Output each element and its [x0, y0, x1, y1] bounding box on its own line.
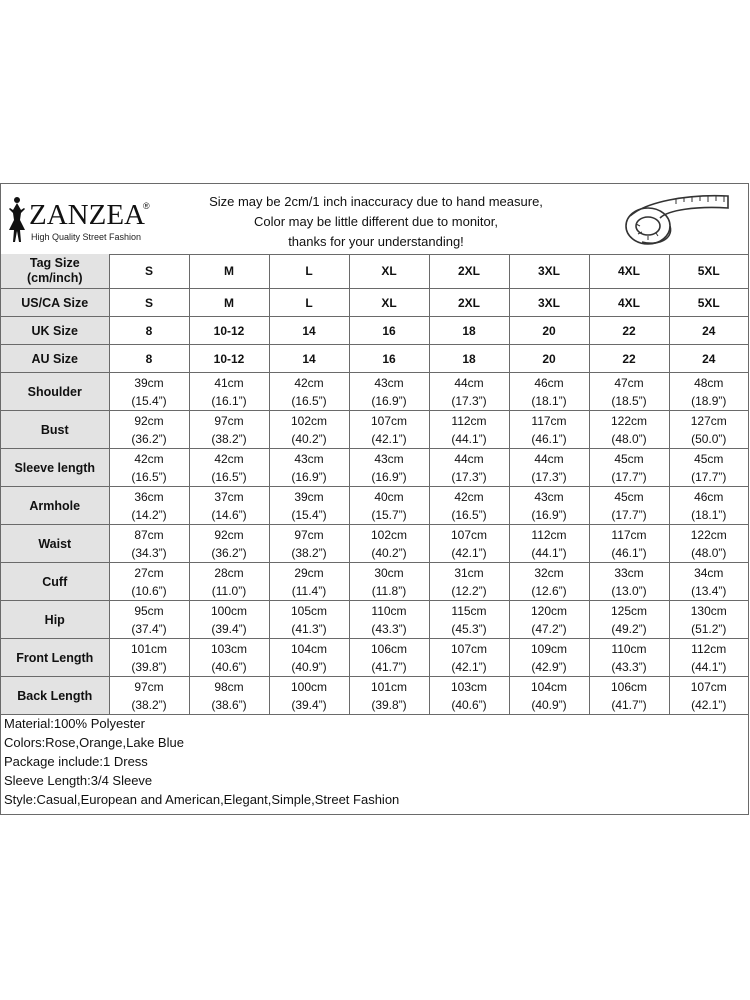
value-inch: (39.4”)	[291, 697, 327, 712]
measurement-cell	[109, 487, 189, 525]
measurement-cell	[349, 601, 429, 639]
size-cell: 2XL	[429, 289, 509, 317]
row-header: Sleeve length	[1, 449, 109, 487]
size-cell: XL	[349, 289, 429, 317]
value-cm: 43cm	[294, 451, 324, 466]
size-cell: 8	[109, 317, 189, 345]
value-inch: (34.3”)	[131, 545, 167, 560]
measurement-cell	[109, 525, 189, 563]
value-cm: 37cm	[214, 489, 244, 504]
measurement-cell	[109, 449, 189, 487]
measurement-cell	[189, 525, 269, 563]
value-inch: (18.1”)	[691, 507, 727, 522]
measurement-cell	[189, 411, 269, 449]
measurement-cell	[589, 601, 669, 639]
value-inch: (40.2”)	[291, 431, 327, 446]
value-inch: (40.6”)	[211, 659, 247, 674]
value-cm: 28cm	[214, 565, 244, 580]
value-inch: (14.2”)	[131, 507, 167, 522]
value-inch: (48.0”)	[691, 545, 727, 560]
size-cell: 22	[589, 317, 669, 345]
measurement-row	[1, 677, 748, 715]
value-inch: (16.9”)	[291, 469, 327, 484]
measurement-cell	[109, 563, 189, 601]
value-inch: (17.3”)	[451, 469, 487, 484]
value-cm: 112cm	[451, 413, 487, 428]
row-header: Armhole	[1, 487, 109, 525]
value-cm: 27cm	[134, 565, 164, 580]
value-cm: 45cm	[694, 451, 724, 466]
value-cm: 102cm	[290, 413, 328, 428]
measurement-cell	[589, 449, 669, 487]
value-cm: 45cm	[614, 489, 644, 504]
value-inch: (51.2”)	[691, 621, 727, 636]
measurement-cell	[269, 449, 349, 487]
value-inch: (14.6”)	[211, 507, 247, 522]
value-cm: 98cm	[214, 679, 244, 694]
row-header: UK Size	[1, 317, 109, 345]
measurement-cell	[349, 677, 429, 715]
measurement-cell	[349, 525, 429, 563]
value-inch: (12.6”)	[531, 583, 567, 598]
value-inch: (15.7”)	[371, 507, 407, 522]
value-cm: 31cm	[454, 565, 484, 580]
value-inch: (17.7”)	[691, 469, 727, 484]
value-inch: (40.2”)	[371, 545, 407, 560]
measurement-cell	[509, 639, 589, 677]
value-cm: 110cm	[371, 603, 407, 618]
measurement-cell	[189, 677, 269, 715]
size-cell: M	[189, 254, 269, 289]
measurement-cell	[429, 639, 509, 677]
measurement-cell	[589, 677, 669, 715]
measurement-cell	[589, 639, 669, 677]
size-cell: 4XL	[589, 289, 669, 317]
value-inch: (44.1”)	[531, 545, 567, 560]
size-cell: L	[269, 289, 349, 317]
size-cell: 10-12	[189, 345, 269, 373]
value-inch: (16.1”)	[211, 393, 247, 408]
measurement-cell	[349, 487, 429, 525]
value-inch: (16.9”)	[371, 393, 407, 408]
brand-name: ZANZEA	[29, 199, 145, 231]
value-inch: (46.1”)	[611, 545, 647, 560]
value-cm: 33cm	[614, 565, 644, 580]
value-inch: (15.4”)	[131, 393, 167, 408]
value-inch: (40.6”)	[451, 697, 487, 712]
value-inch: (38.2”)	[291, 545, 327, 560]
size-cell: 4XL	[589, 254, 669, 289]
measurement-row	[1, 449, 748, 487]
size-cell: 20	[509, 317, 589, 345]
value-cm: 43cm	[534, 489, 564, 504]
value-inch: (41.7”)	[611, 697, 647, 712]
value-inch: (39.8”)	[371, 697, 407, 712]
value-cm: 97cm	[214, 413, 244, 428]
measurement-cell	[509, 449, 589, 487]
chart-header	[1, 184, 748, 255]
value-cm: 47cm	[614, 375, 644, 390]
measurement-cell	[349, 373, 429, 411]
value-inch: (44.1”)	[451, 431, 487, 446]
value-cm: 42cm	[134, 451, 164, 466]
measurement-cell	[669, 487, 748, 525]
measurement-cell	[429, 677, 509, 715]
value-cm: 122cm	[690, 527, 727, 542]
measurement-cell	[669, 677, 748, 715]
size-system-row	[1, 289, 748, 317]
measurement-cell	[509, 411, 589, 449]
row-header: Waist	[1, 525, 109, 563]
value-cm: 101cm	[130, 641, 168, 656]
value-cm: 97cm	[294, 527, 324, 542]
value-cm: 44cm	[454, 375, 484, 390]
value-cm: 100cm	[290, 679, 328, 694]
size-table	[1, 254, 748, 715]
detail-colors: Colors:Rose,Orange,Lake Blue	[4, 735, 184, 750]
value-cm: 104cm	[290, 641, 328, 656]
value-cm: 106cm	[610, 679, 648, 694]
measurement-cell	[669, 563, 748, 601]
value-cm: 105cm	[290, 603, 328, 618]
product-details	[4, 714, 399, 809]
value-cm: 29cm	[294, 565, 324, 580]
measurement-cell	[509, 677, 589, 715]
value-cm: 87cm	[134, 527, 164, 542]
value-inch: (42.1”)	[371, 431, 407, 446]
detail-style: Style:Casual,European and American,Elegant,Simple,Street Fashion	[4, 792, 400, 807]
value-inch: (16.5”)	[211, 469, 247, 484]
value-inch: (42.9”)	[531, 659, 567, 674]
value-inch: (36.2”)	[211, 545, 247, 560]
value-inch: (10.6”)	[131, 583, 167, 598]
measurement-cell	[109, 601, 189, 639]
measurement-cell	[589, 373, 669, 411]
measurement-cell	[669, 639, 748, 677]
value-inch: (36.2”)	[131, 431, 167, 446]
measurement-cell	[269, 373, 349, 411]
value-inch: (42.1”)	[451, 659, 487, 674]
size-cell: 24	[669, 317, 748, 345]
size-cell: 18	[429, 317, 509, 345]
measurement-cell	[189, 601, 269, 639]
value-cm: 95cm	[134, 603, 164, 618]
measurement-cell	[509, 373, 589, 411]
value-inch: (13.0”)	[611, 583, 647, 598]
measurement-notice	[181, 192, 571, 252]
measurement-cell	[189, 639, 269, 677]
value-inch: (45.3”)	[451, 621, 487, 636]
value-inch: (39.4”)	[211, 621, 247, 636]
value-inch: (43.3”)	[371, 621, 407, 636]
size-system-row	[1, 345, 748, 373]
measurement-row	[1, 563, 748, 601]
value-inch: (15.4”)	[291, 507, 327, 522]
value-cm: 101cm	[370, 679, 408, 694]
value-inch: (17.3”)	[531, 469, 567, 484]
measurement-cell	[269, 487, 349, 525]
value-inch: (16.9”)	[371, 469, 407, 484]
value-cm: 107cm	[690, 679, 727, 694]
measurement-cell	[429, 601, 509, 639]
value-cm: 117cm	[531, 413, 567, 428]
value-inch: (11.8”)	[371, 583, 407, 598]
registered-mark: ®	[143, 201, 150, 211]
value-cm: 43cm	[374, 375, 404, 390]
size-cell: M	[189, 289, 269, 317]
detail-sleeve: Sleeve Length:3/4 Sleeve	[4, 773, 153, 788]
value-inch: (16.9”)	[531, 507, 567, 522]
size-cell: 2XL	[429, 254, 509, 289]
measurement-cell	[669, 601, 748, 639]
value-cm: 117cm	[611, 527, 647, 542]
measurement-cell	[429, 563, 509, 601]
value-inch: (11.0”)	[211, 583, 247, 598]
value-inch: (40.9”)	[291, 659, 327, 674]
size-cell: 16	[349, 345, 429, 373]
size-cell: 3XL	[509, 254, 589, 289]
size-system-row	[1, 317, 748, 345]
measurement-cell	[189, 563, 269, 601]
value-cm: 43cm	[374, 451, 404, 466]
value-cm: 34cm	[694, 565, 724, 580]
measurement-cell	[669, 525, 748, 563]
value-cm: 44cm	[454, 451, 484, 466]
value-inch: (40.9”)	[531, 697, 567, 712]
value-cm: 107cm	[370, 413, 408, 428]
value-cm: 130cm	[690, 603, 727, 618]
value-inch: (18.9”)	[691, 393, 727, 408]
value-inch: (49.2”)	[611, 621, 647, 636]
measurement-cell	[429, 373, 509, 411]
size-cell: 14	[269, 345, 349, 373]
value-cm: 107cm	[450, 527, 488, 542]
value-inch: (16.5”)	[291, 393, 327, 408]
value-inch: (12.2”)	[451, 583, 487, 598]
size-cell: 24	[669, 345, 748, 373]
value-inch: (48.0”)	[611, 431, 647, 446]
value-cm: 46cm	[534, 375, 564, 390]
measurement-cell	[669, 449, 748, 487]
value-inch: (41.3”)	[291, 621, 327, 636]
size-cell: 3XL	[509, 289, 589, 317]
value-cm: 41cm	[214, 375, 244, 390]
measurement-cell	[669, 411, 748, 449]
measurement-cell	[349, 563, 429, 601]
value-cm: 104cm	[530, 679, 568, 694]
row-header: AU Size	[1, 345, 109, 373]
value-cm: 112cm	[691, 641, 727, 656]
measurement-row	[1, 525, 748, 563]
value-inch: (38.6”)	[211, 697, 247, 712]
measurement-cell	[269, 677, 349, 715]
measurement-cell	[109, 677, 189, 715]
row-header: Tag Size (cm/inch)	[1, 254, 109, 289]
value-inch: (18.5”)	[611, 393, 647, 408]
size-cell: S	[109, 254, 189, 289]
value-inch: (18.1”)	[531, 393, 567, 408]
size-cell: 8	[109, 345, 189, 373]
value-cm: 46cm	[694, 489, 724, 504]
value-cm: 42cm	[214, 451, 244, 466]
value-inch: (41.7”)	[371, 659, 407, 674]
measurement-cell	[589, 525, 669, 563]
value-cm: 92cm	[214, 527, 244, 542]
size-cell: L	[269, 254, 349, 289]
value-cm: 48cm	[694, 375, 724, 390]
detail-material: Material:100% Polyester	[4, 716, 145, 731]
notice-line: Size may be 2cm/1 inch inaccuracy due to hand measure,	[209, 194, 543, 209]
brand-tagline: High Quality Street Fashion	[31, 232, 142, 242]
size-cell: 10-12	[189, 317, 269, 345]
measurement-cell	[429, 449, 509, 487]
measurement-cell	[109, 411, 189, 449]
size-cell: 20	[509, 345, 589, 373]
measurement-row	[1, 487, 748, 525]
measurement-cell	[269, 601, 349, 639]
value-cm: 42cm	[454, 489, 484, 504]
value-inch: (37.4”)	[131, 621, 167, 636]
value-cm: 100cm	[210, 603, 248, 618]
measurement-cell	[269, 563, 349, 601]
value-cm: 125cm	[610, 603, 648, 618]
value-cm: 122cm	[610, 413, 648, 428]
value-cm: 44cm	[534, 451, 564, 466]
measurement-cell	[509, 601, 589, 639]
value-cm: 112cm	[531, 527, 567, 542]
measurement-cell	[109, 639, 189, 677]
value-cm: 30cm	[374, 565, 404, 580]
measurement-cell	[589, 411, 669, 449]
measurement-cell	[189, 449, 269, 487]
size-cell: 5XL	[669, 289, 748, 317]
measurement-row	[1, 601, 748, 639]
value-cm: 127cm	[690, 413, 727, 428]
measurement-cell	[349, 639, 429, 677]
row-header: Bust	[1, 411, 109, 449]
value-inch: (42.1”)	[451, 545, 487, 560]
value-inch: (43.3”)	[611, 659, 647, 674]
size-cell: 5XL	[669, 254, 748, 289]
value-inch: (39.8”)	[131, 659, 167, 674]
value-inch: (38.2”)	[131, 697, 167, 712]
value-cm: 45cm	[614, 451, 644, 466]
row-header: Back Length	[1, 677, 109, 715]
value-inch: (11.4”)	[291, 583, 327, 598]
size-cell: 14	[269, 317, 349, 345]
value-cm: 106cm	[370, 641, 408, 656]
size-cell: S	[109, 289, 189, 317]
value-inch: (17.3”)	[451, 393, 487, 408]
value-cm: 42cm	[294, 375, 324, 390]
row-header: Front Length	[1, 639, 109, 677]
value-cm: 103cm	[210, 641, 248, 656]
measurement-cell	[269, 639, 349, 677]
value-inch: (17.7”)	[611, 469, 647, 484]
value-inch: (16.5”)	[451, 507, 487, 522]
measurement-row	[1, 373, 748, 411]
value-cm: 39cm	[294, 489, 324, 504]
size-cell: XL	[349, 254, 429, 289]
measurement-cell	[429, 411, 509, 449]
size-cell: 18	[429, 345, 509, 373]
detail-package: Package include:1 Dress	[4, 754, 148, 769]
measurement-cell	[509, 487, 589, 525]
value-inch: (38.2”)	[211, 431, 247, 446]
measurement-cell	[109, 373, 189, 411]
value-cm: 97cm	[134, 679, 164, 694]
value-cm: 109cm	[530, 641, 568, 656]
measurement-cell	[589, 563, 669, 601]
measuring-tape-icon	[616, 188, 736, 250]
value-cm: 92cm	[134, 413, 164, 428]
measurement-row	[1, 411, 748, 449]
measurement-cell	[589, 487, 669, 525]
measurement-cell	[349, 449, 429, 487]
measurement-cell	[509, 563, 589, 601]
value-cm: 40cm	[374, 489, 404, 504]
value-cm: 39cm	[134, 375, 164, 390]
value-inch: (42.1”)	[691, 697, 727, 712]
value-inch: (13.4”)	[691, 583, 727, 598]
tag-size-row	[1, 254, 748, 289]
value-inch: (17.7”)	[611, 507, 647, 522]
notice-line: thanks for your understanding!	[288, 234, 464, 249]
measurement-cell	[429, 525, 509, 563]
row-header: US/CA Size	[1, 289, 109, 317]
row-header: Shoulder	[1, 373, 109, 411]
value-inch: (44.1”)	[691, 659, 727, 674]
value-cm: 120cm	[530, 603, 568, 618]
measurement-cell	[189, 487, 269, 525]
brand-logo	[5, 192, 165, 247]
row-header: Hip	[1, 601, 109, 639]
value-cm: 32cm	[534, 565, 564, 580]
woman-silhouette-icon	[5, 196, 29, 244]
value-cm: 107cm	[450, 641, 488, 656]
measurement-cell	[269, 525, 349, 563]
value-cm: 102cm	[370, 527, 408, 542]
measurement-cell	[509, 525, 589, 563]
row-header: Cuff	[1, 563, 109, 601]
size-cell: 22	[589, 345, 669, 373]
measurement-cell	[269, 411, 349, 449]
value-cm: 103cm	[450, 679, 488, 694]
measurement-cell	[349, 411, 429, 449]
size-cell: 16	[349, 317, 429, 345]
value-cm: 110cm	[611, 641, 647, 656]
value-inch: (50.0”)	[691, 431, 727, 446]
value-inch: (47.2”)	[531, 621, 567, 636]
size-chart	[0, 183, 749, 815]
measurement-cell	[189, 373, 269, 411]
value-inch: (16.5”)	[131, 469, 167, 484]
measurement-cell	[669, 373, 748, 411]
notice-line: Color may be little different due to monitor,	[254, 214, 498, 229]
measurement-row	[1, 639, 748, 677]
value-cm: 36cm	[134, 489, 164, 504]
measurement-cell	[429, 487, 509, 525]
value-cm: 115cm	[451, 603, 487, 618]
value-inch: (46.1”)	[531, 431, 567, 446]
